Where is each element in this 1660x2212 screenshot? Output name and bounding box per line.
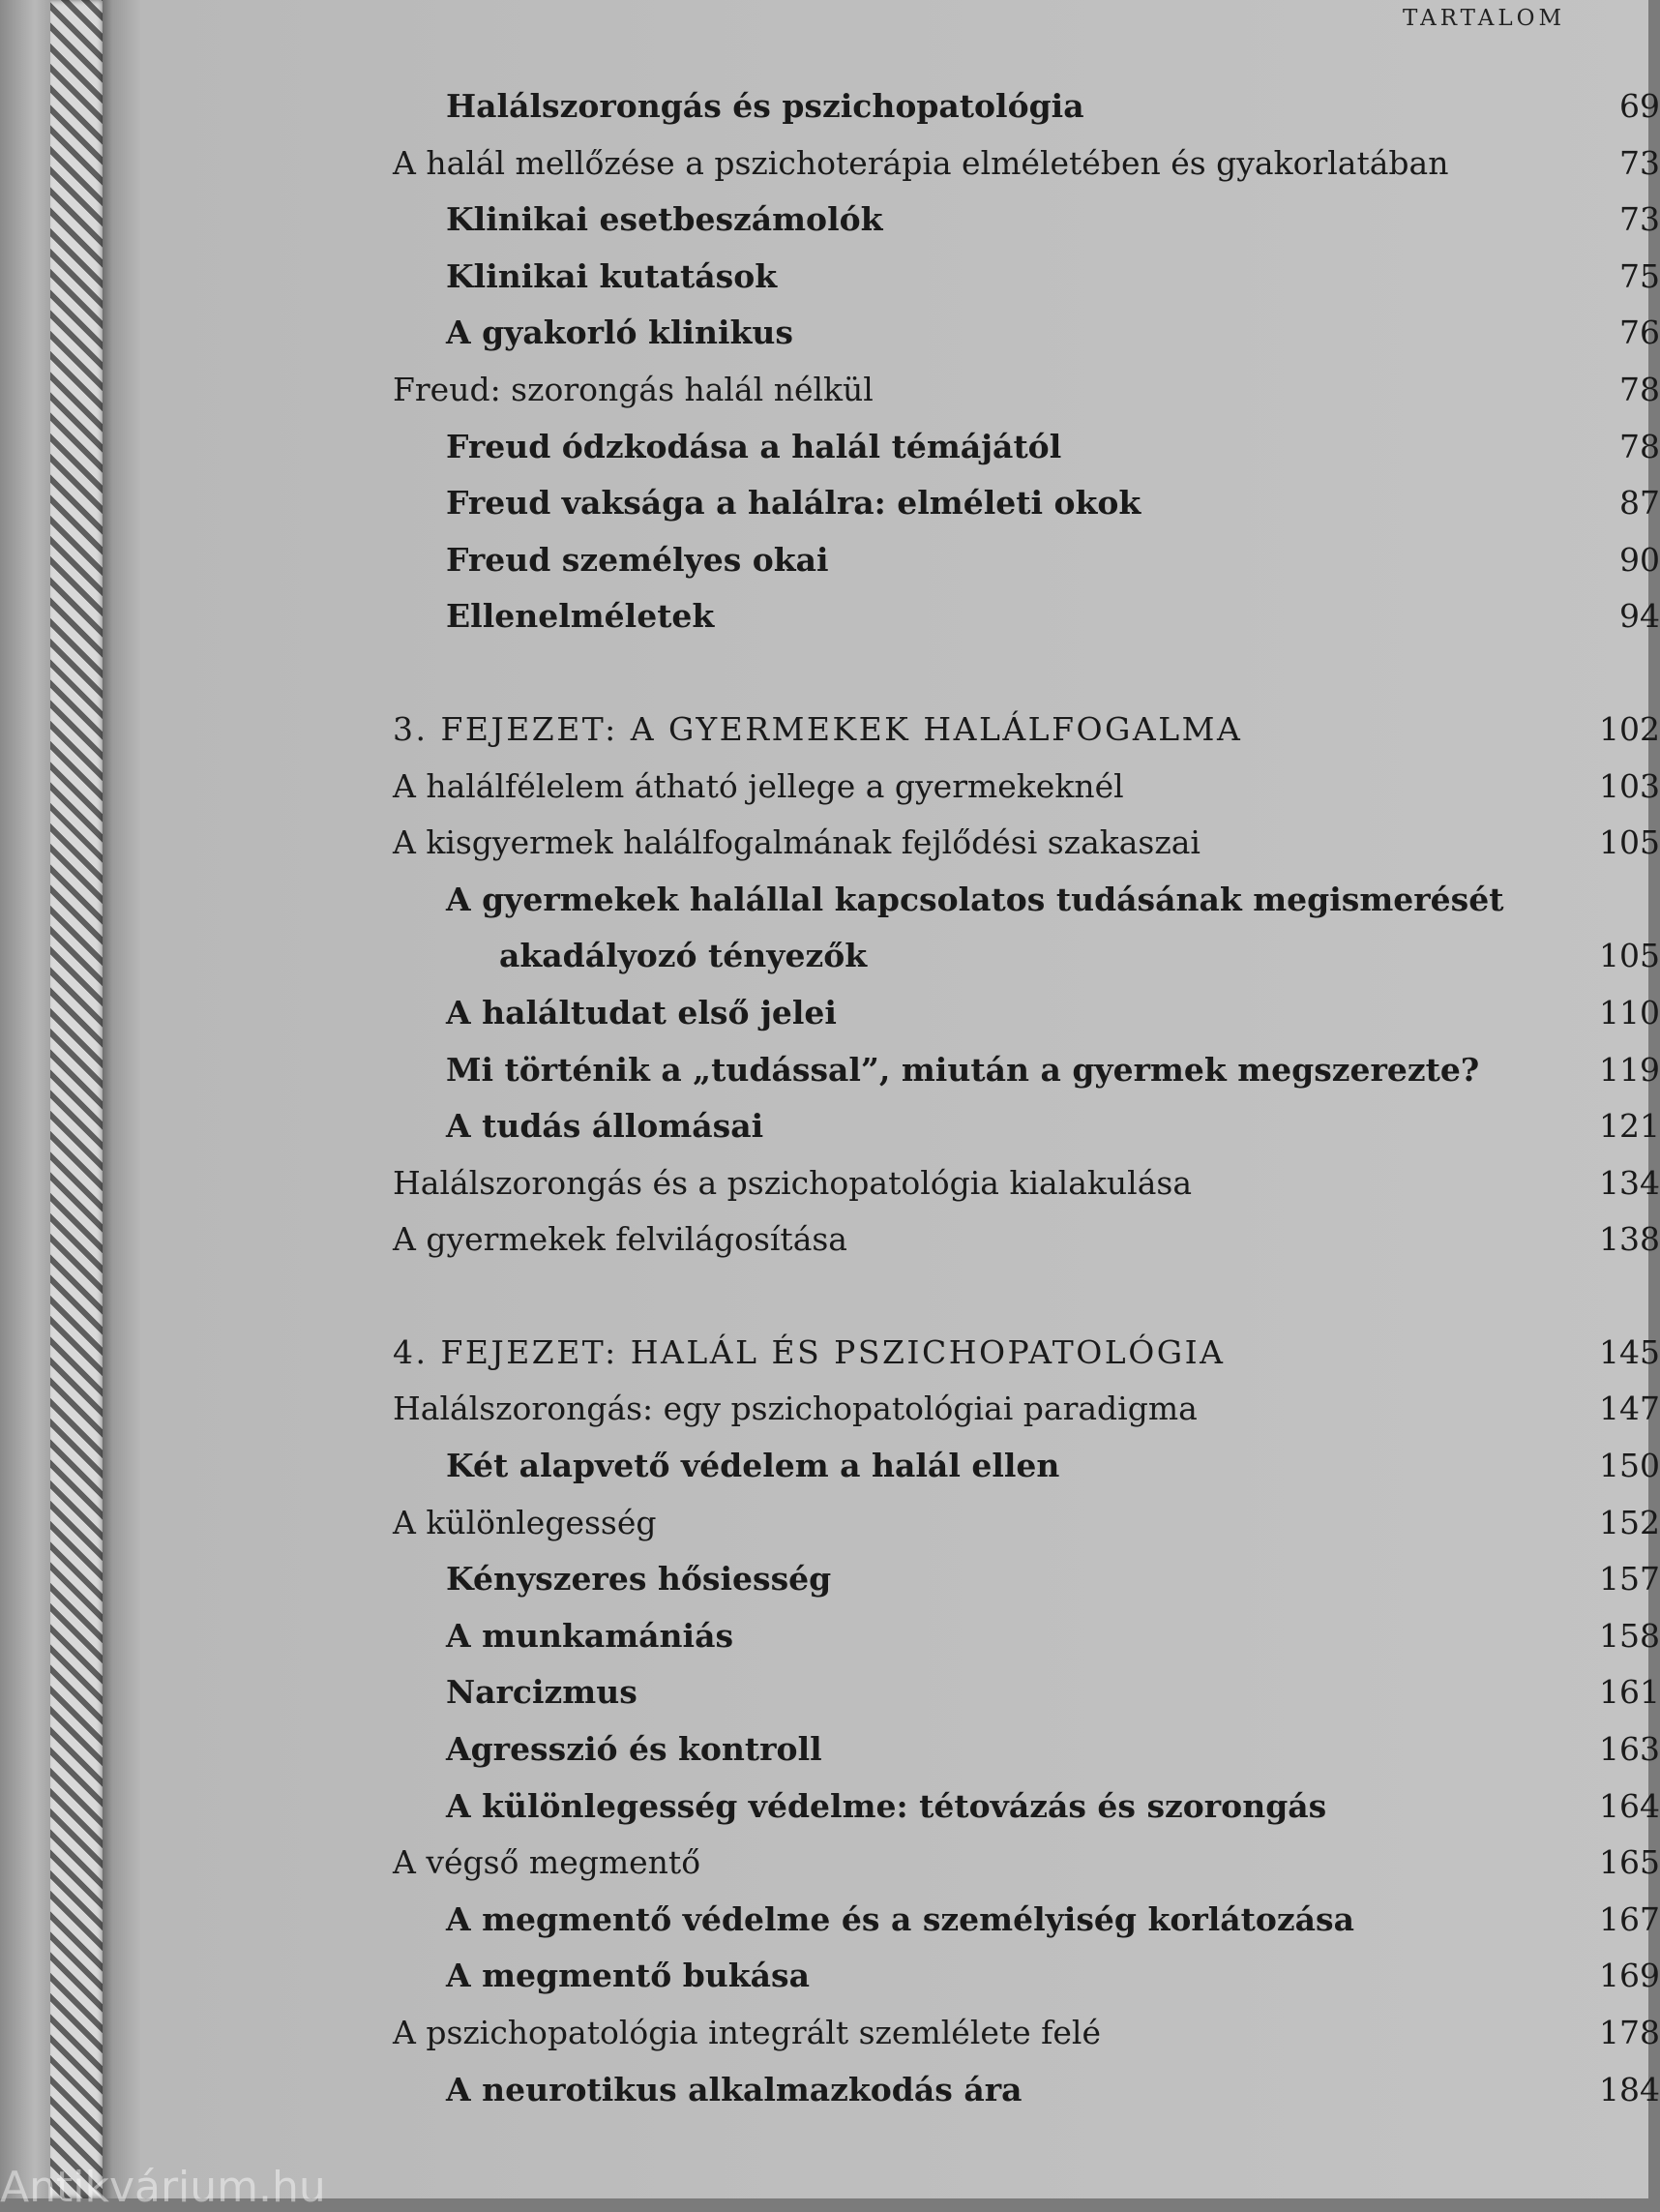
running-head: TARTALOM <box>1403 6 1565 31</box>
toc-entry <box>393 1957 1660 2014</box>
toc-entry <box>393 1447 1660 1504</box>
toc-entry <box>393 371 1660 428</box>
toc-entry-title: A megmentő bukása <box>446 1957 811 1995</box>
toc-entry-title: 4. FEJEZET: HALÁL ÉS PSZICHOPATOLÓGIA <box>393 1332 1226 1371</box>
toc-entry-title: A tudás állomásai <box>446 1107 764 1146</box>
toc-entry <box>393 1900 1660 1958</box>
toc-entry <box>393 823 1660 881</box>
toc-entry <box>393 144 1660 201</box>
book-binding <box>50 0 106 2198</box>
toc-entry-title: Freud: szorongás halál nélkül <box>393 370 874 408</box>
book-page <box>103 0 1660 2198</box>
toc-page-number: 110 <box>1599 993 1660 1031</box>
toc-page-number: 145 <box>1599 1332 1660 1371</box>
toc-entry-title: Klinikai esetbeszámolók <box>446 200 883 239</box>
toc-page-number: 158 <box>1599 1616 1660 1655</box>
toc-page-number: 73 <box>1619 143 1660 182</box>
toc-entry-title: A neurotikus alkalmazkodás ára <box>446 2070 1023 2108</box>
toc-entry-title: A végső megmentő <box>393 1843 701 1882</box>
toc-entry <box>393 1617 1660 1674</box>
chapter-heading <box>393 1333 1660 1390</box>
toc-page-number: 73 <box>1619 200 1660 239</box>
toc-entry-title: A munkamániás <box>446 1616 734 1655</box>
toc-entry <box>393 597 1660 654</box>
toc-entry <box>393 2014 1660 2071</box>
toc-page-number: 163 <box>1599 1730 1660 1769</box>
toc-entry-title: A gyermekek felvilágosítása <box>393 1220 847 1259</box>
toc-page-number: 78 <box>1619 427 1660 465</box>
chapter-heading <box>393 710 1660 767</box>
toc-page-number: 169 <box>1599 1957 1660 1995</box>
toc-page-number: 76 <box>1619 314 1660 352</box>
toc-entry-title: A különlegesség <box>393 1503 657 1541</box>
toc-entry <box>393 541 1660 598</box>
toc-entry-title: Klinikai kutatások <box>446 256 778 295</box>
toc-page-number: 138 <box>1599 1220 1660 1259</box>
toc-page-number: 134 <box>1599 1163 1660 1202</box>
toc-entry <box>393 484 1660 541</box>
toc-entry-title: A gyakorló klinikus <box>446 314 793 352</box>
toc-page-number: 184 <box>1599 2070 1660 2108</box>
toc-page-number: 90 <box>1619 540 1660 579</box>
toc-entry <box>393 1164 1660 1221</box>
toc-entry <box>393 2071 1660 2128</box>
toc-entry <box>393 428 1660 485</box>
toc-entry-title: A különlegesség védelme: tétovázás és szorongás <box>446 1786 1327 1825</box>
section-gap <box>393 654 1660 710</box>
toc-page-number: 94 <box>1619 597 1660 636</box>
toc-entry-title: A haláltudat első jelei <box>446 993 837 1031</box>
toc-entry-title: A megmentő védelme és a személyiség korlátozása <box>446 1899 1354 1938</box>
toc-page-number: 164 <box>1599 1786 1660 1825</box>
toc-entry <box>393 87 1660 144</box>
toc-page-number: 152 <box>1599 1503 1660 1541</box>
toc-entry-title: A halál mellőzése a pszichoterápia elméletében és gyakorlatában <box>393 143 1449 182</box>
toc-page-number: 150 <box>1599 1447 1660 1485</box>
toc-entry <box>393 994 1660 1051</box>
toc-page-number: 78 <box>1619 370 1660 408</box>
toc-entry-title: Freud ódzkodása a halál témájától <box>446 427 1062 465</box>
toc-entry <box>393 1051 1660 1108</box>
toc-entry <box>393 767 1660 824</box>
toc-entry-title: Ellenelméletek <box>446 597 715 636</box>
toc-entry <box>393 314 1660 371</box>
toc-entry <box>393 1107 1660 1164</box>
toc-entry-title: Mi történik a „tudással”, miután a gyermek megszerezte? <box>446 1050 1480 1089</box>
toc-page-number: 102 <box>1599 709 1660 748</box>
toc-entry <box>393 1673 1660 1730</box>
table-of-contents <box>393 87 1660 2127</box>
toc-entry-title: Freud személyes okai <box>446 540 829 579</box>
toc-entry-title: akadályozó tényezők <box>499 937 868 975</box>
toc-page-number: 161 <box>1599 1673 1660 1712</box>
toc-page-number: 119 <box>1599 1050 1660 1089</box>
toc-entry <box>393 881 1660 938</box>
watermark: Antikvárium.hu <box>0 2163 326 2212</box>
toc-page-number: 75 <box>1619 256 1660 295</box>
toc-entry-title: Két alapvető védelem a halál ellen <box>446 1447 1060 1485</box>
toc-entry-title: Kényszeres hősiesség <box>446 1560 832 1599</box>
toc-page-number: 87 <box>1619 484 1660 523</box>
toc-entry-title: Freud vaksága a halálra: elméleti okok <box>446 484 1141 523</box>
toc-page-number: 103 <box>1599 766 1660 805</box>
toc-page-number: 165 <box>1599 1843 1660 1882</box>
toc-entry-title: 3. FEJEZET: A GYERMEKEK HALÁLFOGALMA <box>393 709 1243 748</box>
toc-entry-title: A pszichopatológia integrált szemlélete felé <box>393 2014 1102 2051</box>
toc-page-number: 121 <box>1599 1107 1660 1146</box>
toc-page-number: 147 <box>1599 1390 1660 1428</box>
toc-page-number: 105 <box>1599 937 1660 975</box>
toc-page-number: 105 <box>1599 823 1660 862</box>
table-surface <box>0 0 58 2198</box>
toc-entry <box>393 937 1660 994</box>
toc-entry-title: Narcizmus <box>446 1673 637 1712</box>
toc-entry <box>393 257 1660 314</box>
toc-entry <box>393 200 1660 257</box>
toc-page-number: 157 <box>1599 1560 1660 1599</box>
toc-entry-title: Halálszorongás: egy pszichopatológiai paradigma <box>393 1390 1198 1428</box>
toc-entry-title: A gyermekek halállal kapcsolatos tudásának megismerését <box>446 880 1504 918</box>
toc-entry-title: Agresszió és kontroll <box>446 1730 822 1769</box>
toc-entry <box>393 1220 1660 1277</box>
toc-page-number: 69 <box>1619 87 1660 125</box>
toc-entry <box>393 1390 1660 1447</box>
toc-entry-title: Halálszorongás és pszichopatológia <box>446 87 1084 125</box>
toc-entry <box>393 1730 1660 1787</box>
toc-page-number: 167 <box>1599 1899 1660 1938</box>
toc-entry <box>393 1787 1660 1844</box>
toc-entry <box>393 1843 1660 1900</box>
toc-entry <box>393 1560 1660 1617</box>
toc-entry-title: A halálfélelem átható jellege a gyermekeknél <box>393 766 1124 805</box>
section-gap <box>393 1277 1660 1333</box>
toc-page-number: 178 <box>1599 2014 1660 2051</box>
toc-entry-title: Halálszorongás és a pszichopatológia kialakulása <box>393 1163 1192 1202</box>
toc-entry-title: A kisgyermek halálfogalmának fejlődési szakaszai <box>393 823 1201 862</box>
toc-entry <box>393 1504 1660 1561</box>
